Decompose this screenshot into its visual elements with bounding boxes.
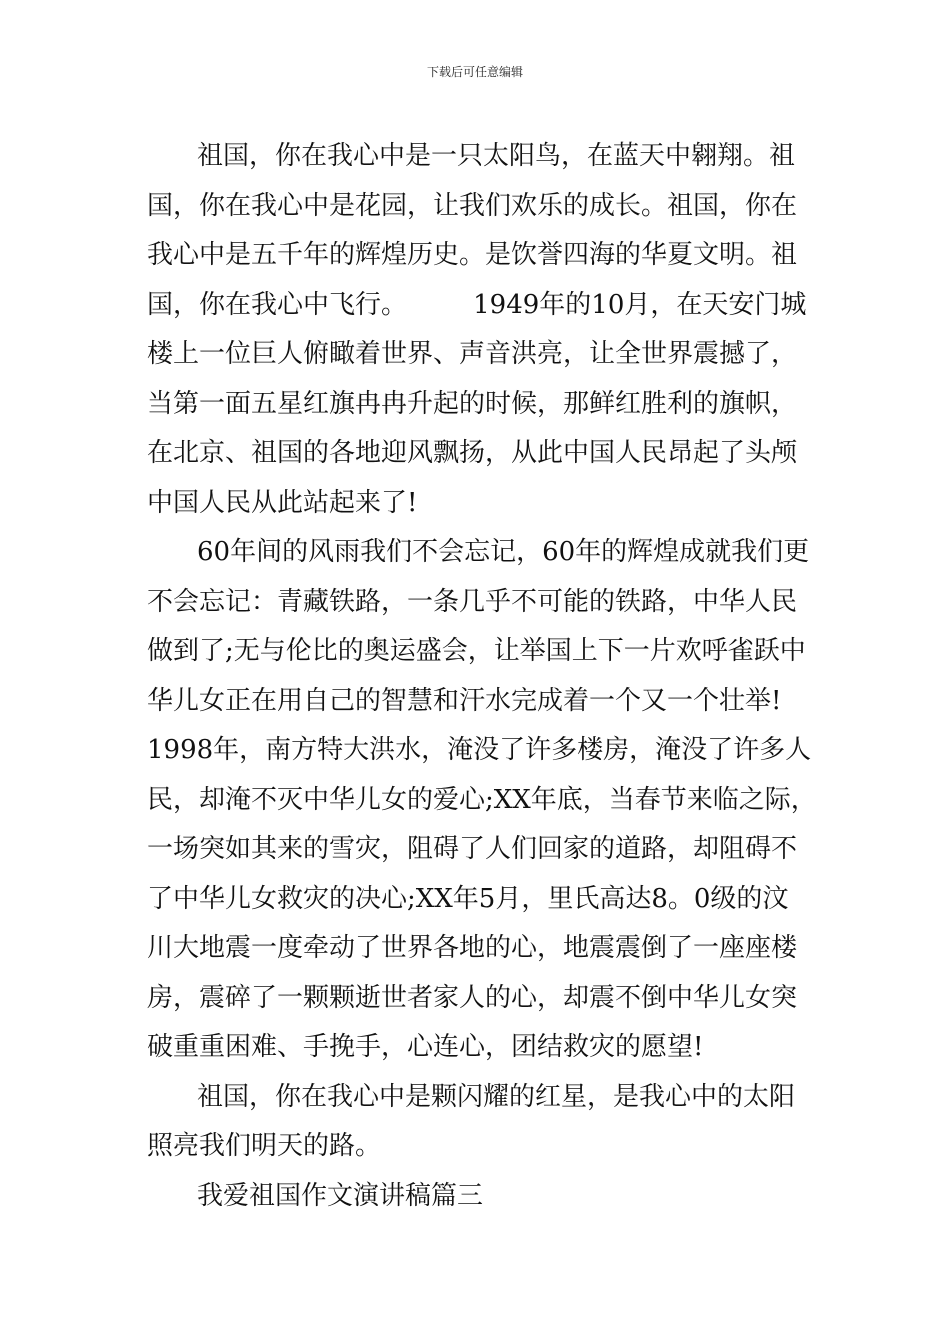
- text-line: 楼上一位巨人俯瞰着世界、声音洪亮，让全世界震撼了，: [147, 339, 798, 369]
- text-line: 60年间的风雨我们不会忘记，60年的辉煌成就我们更: [197, 537, 810, 567]
- text-line: 1998年，南方特大洪水，淹没了许多楼房，淹没了许多人: [147, 735, 812, 765]
- text-line: 在北京、祖国的各地迎风飘扬，从此中国人民昂起了头颅: [147, 438, 798, 468]
- text-line: 中国人民从此站起来了!: [147, 487, 418, 518]
- text-line: 当第一面五星红旗冉冉升起的时候，那鲜红胜利的旗帜，: [147, 388, 798, 419]
- text-line: 一场突如其来的雪灾，阻碍了人们回家的道路，却阻碍不: [147, 834, 798, 864]
- text-line: 破重重困难、手挽手，心连心，团结救灾的愿望!: [147, 1032, 704, 1062]
- text-line: 国，你在我心中飞行。 1949年的10月，在天安门城: [147, 289, 807, 320]
- text-line: 了中华儿女救灾的决心;XX年5月，里氏高达8。0级的汶: [147, 883, 789, 914]
- text-line: 祖国，你在我心中是一只太阳鸟，在蓝天中翱翔。祖: [197, 141, 796, 171]
- text-line: 房，震碎了一颗颗逝世者家人的心，却震不倒中华儿女突: [147, 982, 798, 1013]
- text-line: 做到了;无与伦比的奥运盛会，让举国上下一片欢呼雀跃中: [147, 636, 806, 666]
- document-body: [147, 132, 817, 1221]
- text-line: 祖国，你在我心中是颗闪耀的红星，是我心中的太阳: [197, 1081, 796, 1112]
- text-line: 川大地震一度牵动了世界各地的心，地震震倒了一座座楼: [147, 933, 798, 963]
- text-line: 我爱祖国作文演讲稿篇三: [197, 1180, 484, 1211]
- text-line: 民，却淹不灭中华儿女的爱心;XX年底，当春节来临之际，: [147, 784, 817, 815]
- text-line: 国，你在我心中是花园，让我们欢乐的成长。祖国，你在: [147, 190, 798, 221]
- page-header: 下载后可任意编辑: [426, 65, 523, 79]
- text-line: 照亮我们明天的路。: [147, 1131, 382, 1161]
- text-line: 华儿女正在用自己的智慧和汗水完成着一个又一个壮举!: [147, 685, 782, 716]
- text-line: 我心中是五千年的辉煌历史。是饮誉四海的华夏文明。祖: [147, 240, 798, 270]
- text-line: 不会忘记：青藏铁路，一条几乎不可能的铁路，中华人民: [147, 586, 798, 617]
